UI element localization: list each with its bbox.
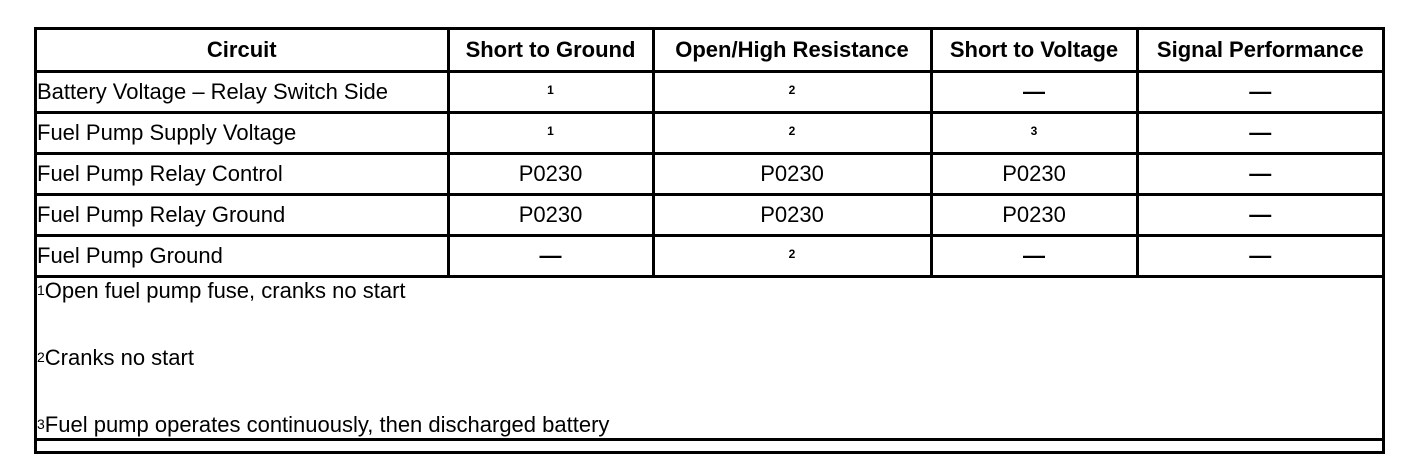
footnote-text: Fuel pump operates continuously, then discharged battery: [44, 411, 610, 437]
header-open-high-resistance: Open/High Resistance: [653, 30, 931, 71]
not-applicable-dash: —: [1023, 78, 1045, 104]
not-applicable-dash: —: [1249, 242, 1272, 268]
dtc-code: P0230: [653, 153, 931, 194]
table-cell: [1137, 194, 1382, 235]
table-cell: [1137, 71, 1382, 112]
table-row: [37, 71, 1382, 112]
not-applicable-dash: —: [1249, 119, 1272, 145]
dtc-code: P0230: [931, 194, 1137, 235]
table-cell: [448, 235, 653, 276]
table-cell: [653, 112, 931, 153]
footnote-ref: 3: [1030, 123, 1038, 138]
header-row: [37, 30, 1382, 71]
table-cell: [931, 71, 1137, 112]
table-cell: [653, 235, 931, 276]
table-row: [37, 235, 1382, 276]
not-applicable-dash: —: [1249, 78, 1272, 104]
not-applicable-dash: —: [1249, 160, 1272, 186]
footnote-marker: 1: [37, 281, 45, 298]
circuit-name: Battery Voltage – Relay Switch Side: [37, 71, 448, 112]
table-cell: [448, 71, 653, 112]
footnote-marker: 2: [37, 348, 45, 365]
circuit-name: Fuel Pump Relay Ground: [37, 194, 448, 235]
dtc-code: P0230: [931, 153, 1137, 194]
footnote-ref: 2: [788, 246, 796, 261]
footnote: [37, 412, 1382, 438]
circuit-name: Fuel Pump Relay Control: [37, 153, 448, 194]
footnote-text: Cranks no start: [44, 344, 194, 370]
table-cell: [1137, 153, 1382, 194]
header-short-to-ground: Short to Ground: [448, 30, 653, 71]
footnote-ref: 1: [547, 82, 554, 97]
header-short-to-voltage: Short to Voltage: [931, 30, 1137, 71]
not-applicable-dash: —: [539, 242, 562, 268]
footnote: [37, 278, 1382, 304]
table-row: [37, 153, 1382, 194]
dtc-code: P0230: [448, 194, 653, 235]
circuit-fault-table: [37, 30, 1382, 441]
header-circuit: Circuit: [37, 30, 448, 71]
table-cell: [653, 71, 931, 112]
circuit-name: Fuel Pump Ground: [37, 235, 448, 276]
table-row: [37, 112, 1382, 153]
dtc-code: P0230: [653, 194, 931, 235]
table-cell: [931, 235, 1137, 276]
table-cell: [1137, 112, 1382, 153]
not-applicable-dash: —: [1023, 242, 1045, 268]
footnote-ref: 1: [547, 123, 554, 138]
notes-row: [37, 276, 1382, 439]
table-cell: [1137, 235, 1382, 276]
footnotes: [37, 276, 1382, 439]
footnote-ref: 2: [788, 82, 796, 97]
table-row: [37, 194, 1382, 235]
not-applicable-dash: —: [1249, 201, 1272, 227]
footnote-marker: 3: [37, 415, 45, 432]
footnote: [37, 345, 1382, 371]
circuit-name: Fuel Pump Supply Voltage: [37, 112, 448, 153]
footnote-text: Open fuel pump fuse, cranks no start: [44, 277, 406, 303]
header-signal-performance: Signal Performance: [1137, 30, 1382, 71]
table-cell: [931, 112, 1137, 153]
dtc-code: P0230: [448, 153, 653, 194]
diagnostic-table-frame: [34, 27, 1385, 454]
table-cell: [448, 112, 653, 153]
footnote-ref: 2: [788, 123, 796, 138]
